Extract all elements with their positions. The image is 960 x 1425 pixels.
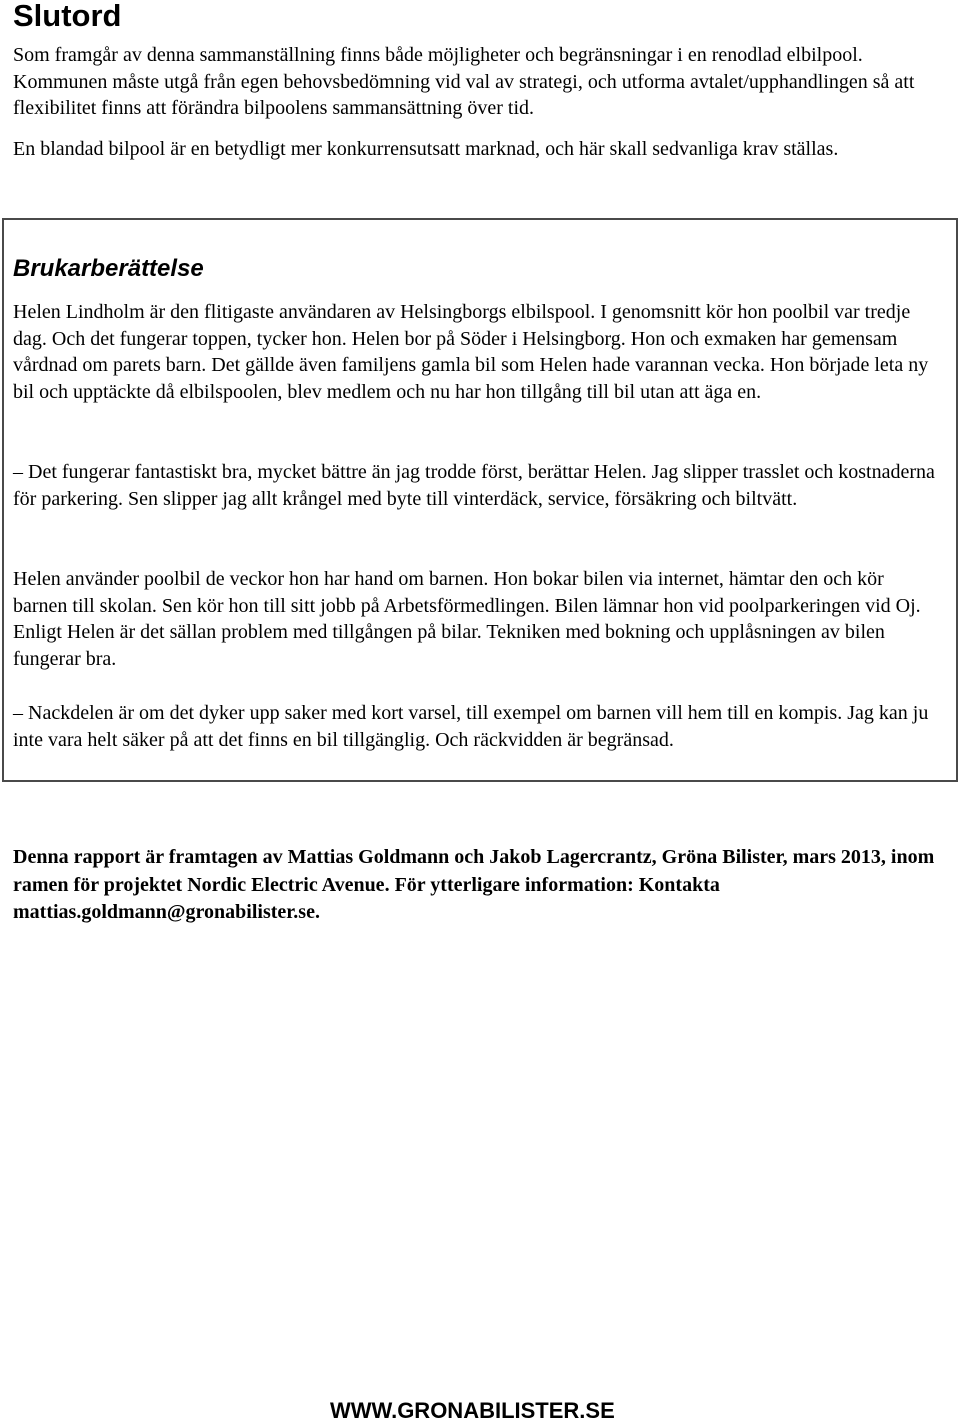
user-story-heading: Brukarberättelse <box>13 255 204 282</box>
user-story-paragraph: Helen använder poolbil de veckor hon har hand om barnen. Hon bokar bilen via internet, hämtar den och kör barnen till skolan. Sen kör hon till sitt jobb på Arbetsförmedlingen. Bilen lämnar hon vid poolparkeringen vid Oj. Enligt Helen är det sällan problem med tillgången på bilar. Tekniken med bokning och upplåsningen av bilen fungerar bra. <box>13 568 921 670</box>
user-story-quote: – Det fungerar fantastiskt bra, mycket bättre än jag trodde först, berättar Helen. Jag slipper trasslet och kostnaderna för parkering. Sen slipper jag allt krångel med byte till vinterdäck, service, försäkring och biltvätt. <box>13 461 935 510</box>
user-story-paragraph: Helen Lindholm är den flitigaste användaren av Helsingborgs elbilspool. I genomsnitt kör hon poolbil var tredje dag. Och det fungerar toppen, tycker hon. Helen bor på Söder i Helsingborg. Hon och exmaken har gemensam vårdnad om parets barn. Det gällde även familjens gamla bil som Helen hade varannan vecka. Hon började leta ny bil och upptäckte då elbilspoolen, blev medlem och nu har hon tillgång till bil utan att äga en. <box>13 301 929 403</box>
website-url: WWW.GRONABILISTER.SE <box>330 1398 615 1423</box>
conclusion-paragraph: Som framgår av denna sammanställning finns både möjligheter och begränsningar i en renodlad elbilpool. Kommunen måste utgå från egen behovsbedömning vid val av strategi, och utforma avtalet/upphandlingen så att flexibilitet finns att förändra bilpoolens sammansättning över tid. <box>13 44 915 119</box>
report-credits: Denna rapport är framtagen av Mattias Goldmann och Jakob Lagercrantz, Gröna Bilister, mars 2013, inom ramen för projektet Nordic Electric Avenue. För ytterligare information: Kontakta mattias.goldmann@gronabilister.se. <box>13 846 935 923</box>
conclusion-paragraph: En blandad bilpool är en betydligt mer konkurrensutsatt marknad, och här skall sedvanliga krav ställas. <box>13 138 839 160</box>
conclusion-heading: Slutord <box>13 0 122 33</box>
user-story-quote: – Nackdelen är om det dyker upp saker med kort varsel, till exempel om barnen vill hem till en kompis. Jag kan ju inte vara helt säker på att det finns en bil tillgänglig. Och räckvidden är begränsad. <box>13 702 929 751</box>
